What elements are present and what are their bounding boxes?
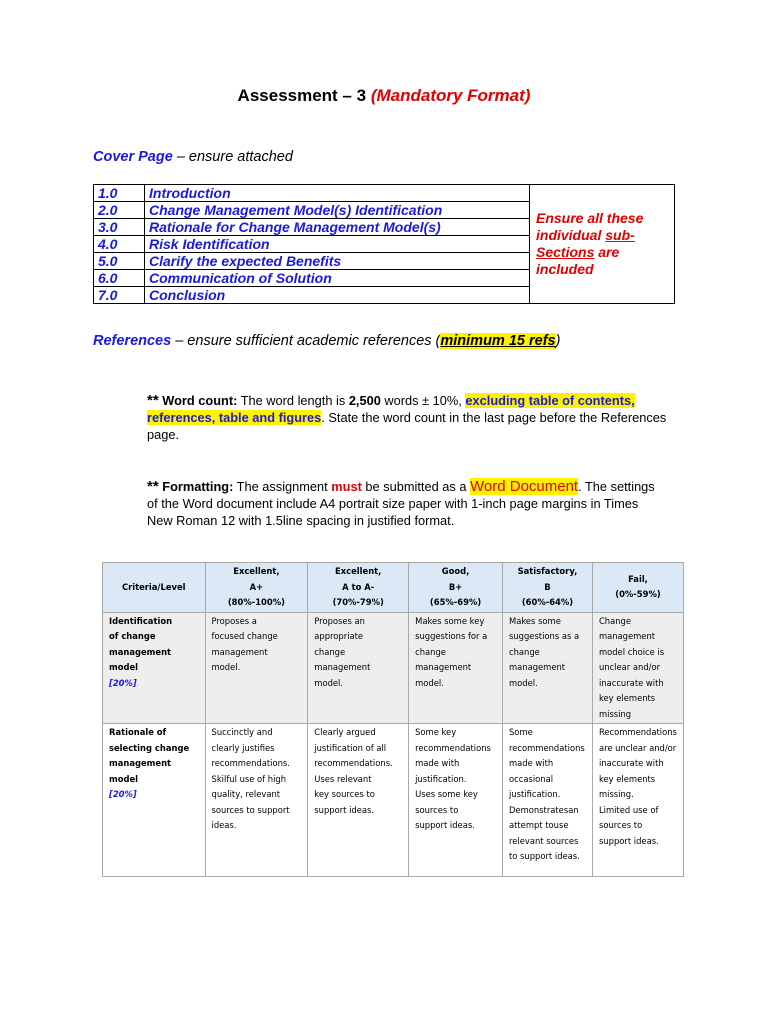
word-count-t1: The word length is — [240, 393, 346, 408]
rubric-cell-line: missing. — [598, 789, 634, 799]
section-title: Risk Identification — [145, 236, 530, 253]
rubric-cell-line: Makes some key — [415, 615, 485, 626]
rubric-row — [103, 612, 684, 724]
rubric-cell-line: Proposes an — [314, 615, 365, 626]
rubric-cell-line: justification of all — [314, 742, 387, 753]
rubric-cell-line: missing — [598, 708, 632, 719]
section-number: 2.0 — [94, 202, 145, 219]
rubric-cell-line: change — [314, 646, 346, 657]
rubric-cell-line: suggestions as a — [508, 631, 580, 641]
rubric-header-line: (0%-59%) — [615, 589, 661, 600]
section-title: Communication of Solution — [145, 270, 530, 287]
rubric-cell-line: key sources to — [314, 789, 375, 799]
page-title — [0, 86, 768, 106]
cover-label: Cover Page — [93, 149, 173, 165]
rubric-cell-line: made with — [415, 758, 460, 768]
title-main: Assessment – 3 — [237, 86, 367, 105]
section-number: 5.0 — [94, 253, 145, 270]
rubric-cell-line: inaccurate with — [598, 677, 664, 688]
rubric-cell-line: Demonstratesan — [508, 804, 579, 815]
rubric-header — [205, 563, 308, 613]
criteria-line: model — [109, 662, 139, 672]
references-minimum: minimum 15 refs — [440, 333, 556, 349]
criteria-line: management — [109, 758, 172, 768]
section-title: Change Management Model(s) Identification — [145, 202, 530, 219]
rubric-header-line: (70%-79%) — [332, 597, 384, 607]
section-title: Rationale for Change Management Model(s) — [145, 219, 530, 236]
section-title: Conclusion — [145, 287, 530, 304]
rubric-cell-line: clearly justifies — [211, 742, 275, 753]
word-count-t2: words ± 10%, — [384, 393, 462, 408]
rubric-header-line: (65%-69%) — [429, 597, 482, 607]
rubric-cell-line: sources to support — [211, 804, 290, 815]
rubric-cell-line: model choice is — [598, 646, 665, 657]
rubric-header-line: Satisfactory, — [517, 566, 578, 576]
criteria-line: management — [109, 646, 172, 657]
rubric-cell-line: to support ideas. — [508, 851, 580, 861]
formatting-stars: ** — [147, 478, 159, 495]
rubric-cell-line: Makes some — [508, 615, 561, 626]
criteria-line: Rationale of — [109, 727, 167, 737]
rubric-header-line: A+ — [249, 581, 264, 592]
rubric-cell-line: made with — [508, 758, 554, 768]
rubric-cell-line: key elements — [598, 693, 656, 703]
note-text-sub-sections: sub-Sections — [536, 227, 635, 260]
section-number: 3.0 — [94, 219, 145, 236]
rubric-header-line: Good, — [441, 566, 470, 576]
rubric-cell — [409, 724, 503, 877]
formatting-label: Formatting: — [162, 479, 234, 494]
rubric-cell-line: recommendations. — [314, 758, 393, 768]
rubric-cell-line: Recommendations — [598, 727, 677, 737]
formatting-must: must — [331, 479, 362, 494]
rubric-header-line: Excellent, — [335, 566, 382, 576]
rubric-cell-line: management — [415, 662, 472, 672]
references-label: References — [93, 333, 172, 349]
formatting-word-document: Word Document — [470, 478, 579, 495]
rubric-cell — [502, 724, 592, 877]
criteria-line: selecting change — [109, 742, 190, 753]
rubric-cell-line: attempt touse — [508, 820, 569, 830]
rubric-cell — [592, 724, 683, 877]
rubric-cell-line: Proposes a — [211, 615, 257, 626]
rubric-cell-line: Change — [598, 615, 632, 626]
rubric-header — [592, 563, 683, 613]
rubric-cell-line: are unclear and/or — [598, 742, 677, 753]
rubric-cell-line: change — [508, 646, 540, 657]
word-count-t3: . State the word count in the last page before the References page. — [147, 410, 667, 442]
rubric-cell — [205, 612, 308, 724]
cover-page-line — [93, 149, 293, 165]
rubric-cell-line: relevant sources — [508, 835, 579, 846]
word-count-paragraph — [147, 392, 667, 443]
section-number: 1.0 — [94, 185, 145, 202]
criteria-line: model — [109, 773, 139, 784]
rubric-criteria — [103, 724, 206, 877]
formatting-paragraph — [147, 478, 667, 529]
rubric-cell-line: sources to — [415, 804, 459, 815]
rubric-cell-line: model. — [211, 662, 241, 672]
rubric-cell-line: quality, relevant — [211, 789, 281, 799]
rubric-cell-line: justification. — [508, 789, 561, 799]
word-count-stars: ** — [147, 392, 159, 409]
rubric-cell-line: Some key — [415, 727, 457, 737]
rubric-header — [103, 563, 206, 613]
rubric-cell-line: key elements — [598, 773, 656, 784]
references-text: – ensure sufficient academic references ( — [175, 333, 441, 349]
rubric-header-line: (80%-100%) — [227, 597, 285, 607]
rubric-cell-line: management — [508, 662, 566, 672]
rubric-cell-line: support ideas. — [598, 835, 659, 846]
section-title: Introduction — [145, 185, 530, 202]
criteria-weight: [20%] — [109, 677, 137, 688]
references-close: ) — [555, 333, 561, 349]
rubric-header-line: Criteria/Level — [121, 581, 186, 592]
rubric-header-line: Excellent, — [233, 566, 280, 576]
rubric-header-line: B — [544, 581, 551, 592]
rubric-header — [308, 563, 409, 613]
word-count-label: Word count: — [162, 393, 238, 408]
references-line — [93, 333, 560, 349]
rubric-cell-line: model. — [508, 677, 538, 688]
rubric-cell-line: recommendations. — [211, 758, 290, 768]
rubric-cell-line: focused change — [211, 631, 278, 641]
rubric-cell-line: recommendations — [415, 742, 491, 753]
rubric-row — [103, 724, 684, 877]
section-number: 7.0 — [94, 287, 145, 304]
rubric-cell-line: management — [598, 631, 656, 641]
rubric-cell-line: Uses relevant — [314, 773, 372, 784]
criteria-line: Identification — [109, 615, 173, 626]
word-count-highlight: excluding table of contents, references, table and figures — [147, 393, 635, 425]
rubric-header-line: Fail, — [628, 573, 648, 584]
rubric-header-line: A to A- — [342, 581, 375, 592]
rubric-header-line: B+ — [448, 581, 463, 592]
note-text-a: Ensure all these individual — [536, 210, 644, 243]
rubric-cell-line: support ideas. — [314, 804, 375, 815]
rubric-cell-line: change — [415, 646, 446, 657]
rubric-cell-line: Some — [508, 727, 533, 737]
rubric-cell-line: Uses some key — [415, 789, 478, 799]
rubric-cell — [308, 612, 409, 724]
rubric-cell-line: justification. — [415, 773, 467, 784]
rubric-cell-line: recommendations — [508, 742, 585, 753]
rubric-cell — [409, 612, 503, 724]
rubric-cell — [592, 612, 683, 724]
rubric-cell-line: management — [314, 662, 371, 672]
note-text-c: are included — [536, 244, 620, 277]
formatting-t3: . The settings of the Word document include A4 portrait size paper with 1-inch page margins in Times New Roman 12 with 1.5line spacing in justified format. — [147, 479, 655, 528]
rubric-header-line: (60%-64%) — [521, 597, 574, 607]
rubric-cell-line: appropriate — [314, 631, 364, 641]
criteria-weight: [20%] — [109, 789, 137, 799]
section-row — [94, 185, 675, 202]
sections-note — [530, 185, 675, 304]
word-count-number: 2,500 — [348, 393, 381, 408]
rubric-header — [409, 563, 503, 613]
rubric-table — [102, 562, 684, 877]
rubric-cell-line: model. — [415, 677, 444, 688]
rubric-cell-line: support ideas. — [415, 820, 475, 830]
rubric-cell — [205, 724, 308, 877]
title-mandatory: (Mandatory Format) — [370, 86, 531, 105]
rubric-cell-line: unclear and/or — [598, 662, 661, 672]
rubric-cell-line: sources to — [598, 820, 643, 830]
rubric-cell-line: suggestions for a — [415, 631, 488, 641]
rubric-cell-line: inaccurate with — [598, 758, 664, 768]
rubric-cell-line: Skilful use of high — [211, 773, 287, 784]
cover-text: – ensure attached — [176, 149, 293, 165]
rubric-cell-line: management — [211, 646, 268, 657]
formatting-t2: be submitted as a — [365, 479, 467, 494]
section-number: 6.0 — [94, 270, 145, 287]
rubric-cell — [502, 612, 592, 724]
rubric-cell-line: Succinctly and — [211, 727, 273, 737]
formatting-t1: The assignment — [236, 479, 328, 494]
rubric-cell-line: ideas. — [211, 820, 237, 830]
rubric-cell-line: occasional — [508, 773, 554, 784]
rubric-cell-line: Clearly argued — [314, 727, 376, 737]
section-number: 4.0 — [94, 236, 145, 253]
sections-table — [93, 184, 675, 304]
rubric-cell-line: Limited use of — [598, 804, 659, 815]
rubric-criteria — [103, 612, 206, 724]
section-title: Clarify the expected Benefits — [145, 253, 530, 270]
rubric-cell — [308, 724, 409, 877]
criteria-line: of change — [109, 631, 156, 641]
rubric-header — [502, 563, 592, 613]
rubric-cell-line: model. — [314, 677, 344, 688]
